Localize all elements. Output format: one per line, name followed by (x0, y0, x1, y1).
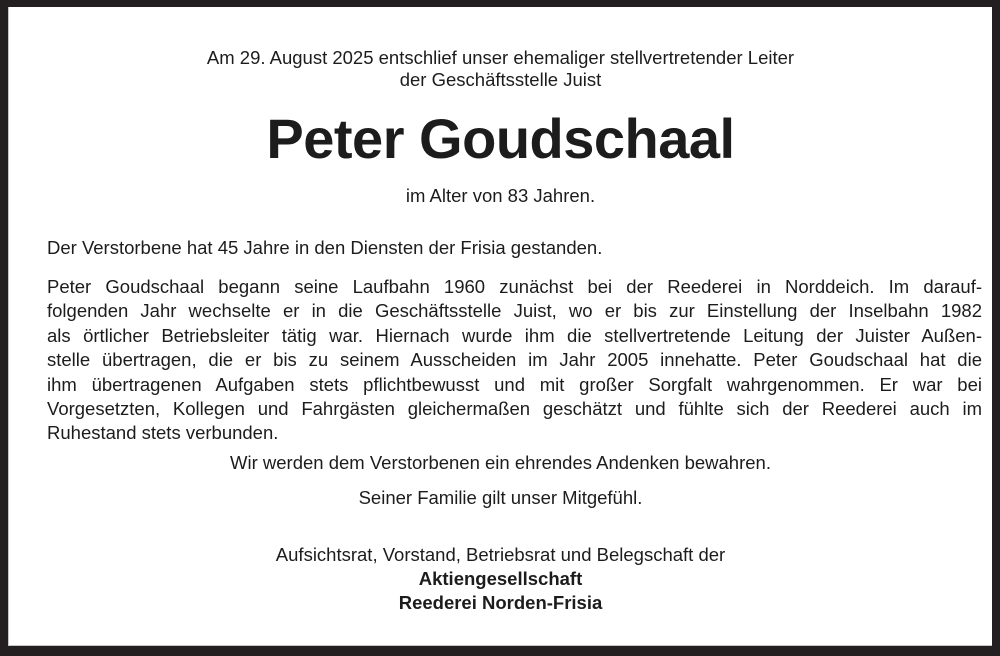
intro-text (9, 47, 992, 91)
remembrance-line: Wir werden dem Verstorbenen ein ehrendes Andenken bewahren. (230, 451, 771, 473)
biography-paragraph (47, 275, 982, 446)
signature-block (9, 543, 992, 615)
biography-line-1: Peter Goudschaal begann seine Laufbahn 1960 zunächst bei der Reederei in Norddeich. Im darauf- (47, 276, 982, 297)
intro-line-1: Am 29. August 2025 entschlief unser ehemaliger stellvertretender Leiter (206, 47, 795, 68)
condolence-line: Seiner Familie gilt unser Mitgefühl. (358, 486, 643, 508)
age-line: im Alter von 83 Jahren. (405, 185, 596, 206)
biography-line-5: ihm übertragenen Aufgaben stets pflichtbewusst und mit großer Sorgfalt wahrgenommen. Er war bei (47, 373, 982, 395)
biography-line-6: Vorgesetzten, Kollegen und Fahrgästen gleichermaßen geschätzt und fühlte sich der Reederei auch im (47, 398, 982, 420)
biography-line-2: folgenden Jahr wechselte er in die Geschäftsstelle Juist, wo er bis zur Einstellung der Inselbahn 1982 (47, 300, 982, 322)
signature-company-type: Aktiengesellschaft (418, 567, 583, 589)
signature-company-name: Reederei Norden-Frisia (398, 591, 603, 613)
intro-line-2: der Geschäftsstelle Juist (399, 69, 602, 90)
notice-inner (8, 7, 992, 646)
biography-line-3: als örtlicher Betriebsleiter tätig war. Hiernach wurde ihm die stellvertretende Leitung der Juister Außen- (47, 324, 982, 346)
deceased-name: Peter Goudschaal (266, 107, 735, 170)
signature-org-line: Aufsichtsrat, Vorstand, Betriebsrat und Belegschaft der (275, 543, 726, 565)
service-line: Der Verstorbene hat 45 Jahre in den Diensten der Frisia gestanden. (47, 237, 603, 258)
biography-line-7: Ruhestand stets verbunden. (47, 422, 279, 444)
biography-line-4: stelle übertragen, die er bis zu seinem Ausscheiden im Jahr 2005 innehatte. Peter Goudschaal hat die (47, 349, 982, 371)
